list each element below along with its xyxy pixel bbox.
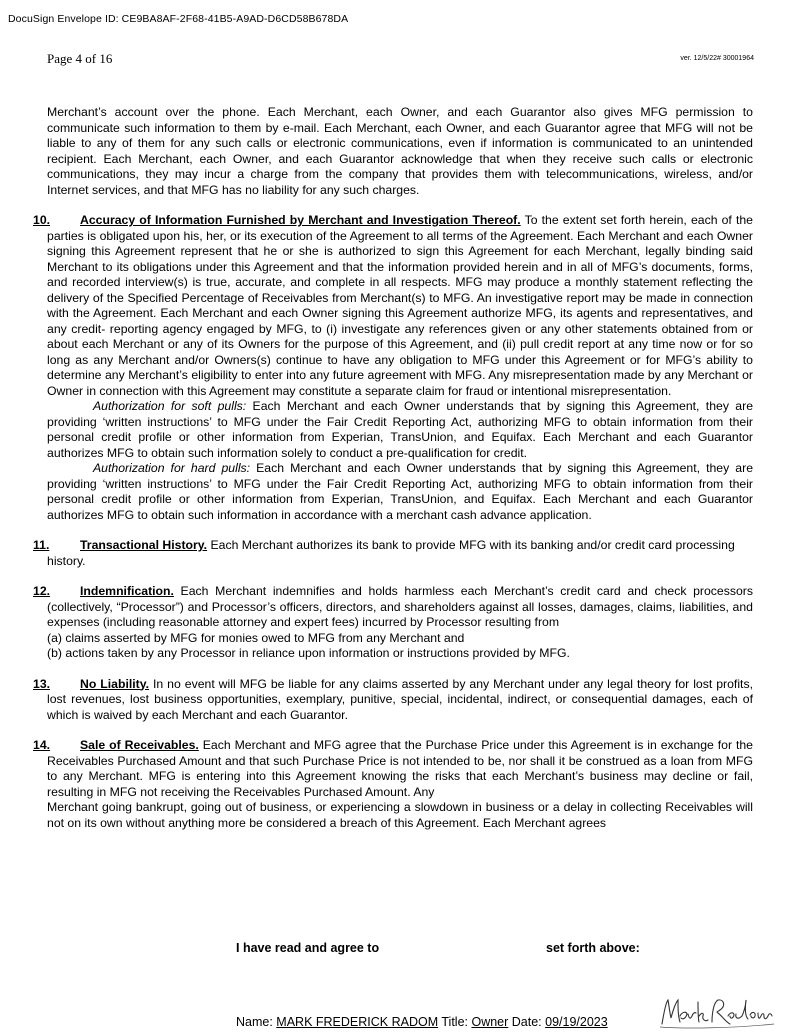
page-number <box>47 51 112 67</box>
section-number: 11. <box>33 538 50 552</box>
title-label: Title: <box>438 1015 472 1029</box>
section-13 <box>33 676 753 724</box>
page-of: of 16 <box>82 51 113 66</box>
name-label: Name: <box>236 1015 277 1029</box>
section-text: Each Merchant indemnifies and holds harmless each Merchant’s credit card and check processors (collectively, “Processor”) and Processor’s officers, directors, and shareholders against all losses, damages, claims, liabilities, and expenses (including reasonable attorney and expert fees) incurred by Processor resulting from <box>47 584 753 629</box>
date-label: Date: <box>508 1015 546 1029</box>
document-body <box>33 105 754 831</box>
soft-pull-label: Authorization for soft pulls: <box>93 399 247 413</box>
section-paragraph <box>47 213 753 399</box>
section-heading: Transactional History. <box>80 538 208 552</box>
section-paragraph <box>47 538 753 569</box>
section-text: To the extent set forth herein, each of the parties is obligated upon his, her, or its execution of the Agreement to all terms of the Agreement. Each Merchant and each Owner signing this Agreement represent that he or she is authorized to sign this Agreement for each Merchant, legally binding said Merchant to its obligations under this Agreement and that the information provided herein and in all of MFG’s documents, forms, and recorded interview(s) is true, accurate, and complete in all respects. MFG may produce a monthly statement reflecting the delivery of the Specified Percentage of Receivables from Merchant(s) to MFG. An investigative report may be made in connection with the Agreement. Each Merchant and each Owner signing this Agreement authorize MFG, its agents and representatives, and any credit- reporting agency engaged by MFG, to (i) investigate any references given or any other statements obtained from or about each Merchant or any of its Owners for the purpose of this Agreement, and (ii) pull credit report at any time now or for so long as any Merchant and/or Owners(s) continue to have any obligation to MFG under this Agreement or for MFG’s ability to determine any Merchant’s eligibility to enter into any future agreement with MFG. Any misrepresentation made by any Merchant or Owner in connection with this Agreement may constitute a separate claim for fraud or intentional misrepresentation. <box>47 213 753 398</box>
acknowledgement-left: I have read and agree to <box>236 941 380 955</box>
section-heading: Sale of Receivables. <box>80 738 199 752</box>
envelope-id: DocuSign Envelope ID: CE9BA8AF-2F68-41B5-A9AD-D6CD58B678DA <box>8 13 349 25</box>
soft-pull-paragraph <box>47 399 753 461</box>
section-paragraph <box>47 677 753 724</box>
section-11 <box>33 538 753 569</box>
section-heading: No Liability. <box>80 676 150 691</box>
hard-pull-paragraph <box>47 461 753 523</box>
section-paragraph-continued: Merchant going bankrupt, going out of business, or experiencing a slowdown in business or a delay in collecting Receivables will not on its own without anything more be considered a breach of this Agreement. Each Merchant agrees <box>47 800 753 830</box>
list-item-a: (a) claims asserted by MFG for monies owed to MFG from any Merchant and <box>47 630 465 645</box>
intro-paragraph: Merchant’s account over the phone. Each Merchant, each Owner, and each Guarantor also gives MFG permission to communicate such information to them by e-mail. Each Merchant, each Owner, and each Guarantor agree that MFG will not be liable to any of them for any such calls or electronic communications, even if information is communicated to an unintended recipient. Each Merchant, each Owner, and each Guarantor acknowledge that when they receive such calls or electronic communications, they may incur a charge from the company that provides them with telecommunications, wireless, and/or Internet services, and that MFG has no liability for any such charges. <box>47 105 753 197</box>
section-text: Each Merchant and MFG agree that the Purchase Price under this Agreement is in exchange for the Receivables Purchased Amount and that such Purchase Price is not intended to be, nor shall it be construed as a loan from MFG to any Merchant. MFG is entering into this Agreement knowing the risks that each Merchant’s business may decline or fail, resulting in MFG not receiving the Receivables Purchased Amount. Any <box>47 738 753 799</box>
section-heading: Indemnification. <box>80 584 174 598</box>
section-paragraph <box>47 738 753 800</box>
section-text: Each Merchant authorizes its bank to provide MFG with its banking and/or credit card processing history. <box>47 538 735 568</box>
section-number: 10. <box>33 213 51 227</box>
section-12 <box>33 584 753 662</box>
title-value: Owner <box>471 1015 509 1029</box>
hard-pull-text: Each Merchant and each Owner understands that by signing this Agreement, they are providing ‘written instructions’ to MFG under the Fair Credit Reporting Act, authorizing MFG to obtain information from their personal credit profile or other information from Experian, TransUnion, and Equifax. Each Merchant and each Guarantor authorizes MFG to obtain such information in accordance with a merchant cash advance application. <box>47 461 754 522</box>
section-number: 14. <box>33 738 51 752</box>
section-text: In no event will MFG be liable for any claims asserted by any Merchant under any legal theory for lost profits, lost revenues, lost business opportunities, exemplary, punitive, special, incidental, indirect, or consequential damages, each of which is waived by each Merchant and each Guarantor. <box>47 676 753 722</box>
name-value: MARK FREDERICK RADOM <box>276 1015 439 1029</box>
acknowledgement-right: set forth above: <box>546 941 640 955</box>
page-current: 4 <box>75 51 83 66</box>
page-label: Page <box>47 51 76 66</box>
section-number: 12. <box>33 584 51 598</box>
section-14 <box>33 738 753 831</box>
section-number: 13. <box>33 676 51 691</box>
date-value: 09/19/2023 <box>545 1015 608 1029</box>
handwritten-signature <box>656 994 776 1032</box>
section-paragraph <box>47 584 753 631</box>
hard-pull-label: Authorization for hard pulls: <box>93 461 251 475</box>
section-10 <box>33 213 754 523</box>
section-heading: Accuracy of Information Furnished by Merchant and Investigation Thereof. <box>80 213 521 227</box>
version-label: ver. 12/5/22# 30001964 <box>680 55 754 62</box>
soft-pull-text: Each Merchant and each Owner understands that by signing this Agreement, they are providing ‘written instructions’ to MFG under the Fair Credit Reporting Act, authorizing MFG to obtain information from their personal credit profile or other information from Experian, TransUnion, and Equifax. Each Merchant and each Guarantor authorizes MFG to obtain such information solely to conduct a pre-qualification for credit. <box>47 399 754 460</box>
signature-line <box>236 1015 608 1029</box>
list-item-b: (b) actions taken by any Processor in reliance upon information or instructions provided by MFG. <box>47 646 570 660</box>
